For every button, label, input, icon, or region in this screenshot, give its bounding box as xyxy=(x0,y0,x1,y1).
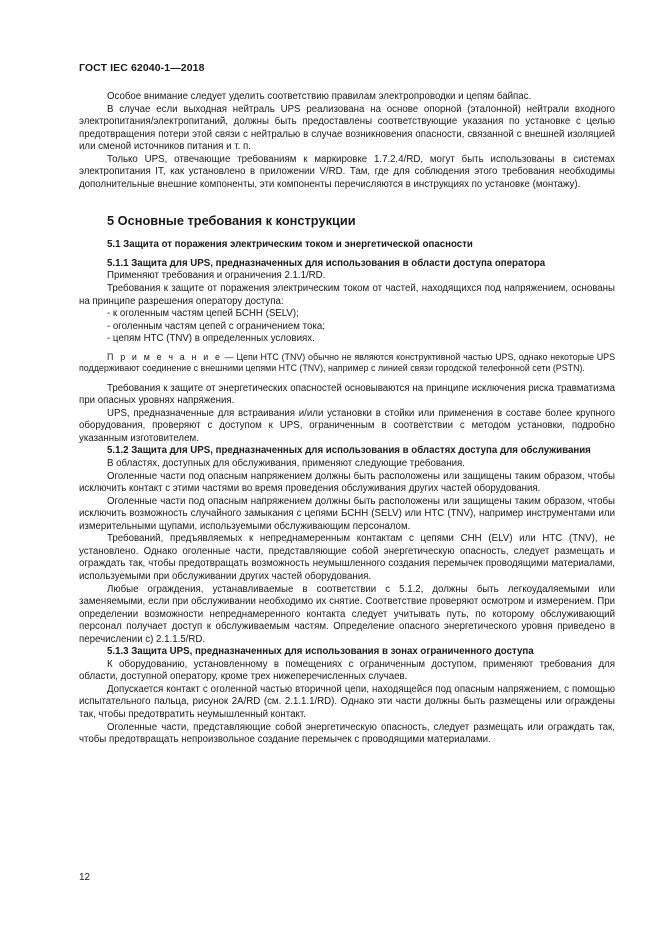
note-text: — Цепи НТС (TNV) обычно не являются конструктивной частью UPS, однако некоторые UPS поддерживают соединение с внешними цепями НТС (TNV), например с линией связи городской телефонной сети (PSTN). xyxy=(79,351,616,374)
list-item: - к оголенным частям цепей БСНН (SELV); xyxy=(107,308,299,320)
subsection-5-1-heading: 5.1 Защита от поражения электрическим током и энергетической опасности xyxy=(107,239,473,251)
paragraph: Требования к защите от поражения электрическим током от частей, находящихся под напряжением, основаны на принципе разрешения оператору доступа: xyxy=(79,283,615,307)
paragraph: Требования к защите от энергетических опасностей основываются на принципе исключения риска травматизма при опасных уровнях напряжения. xyxy=(79,382,615,407)
paragraph: В случае если выходная нейтраль UPS реализована на основе опорной (эталонной) нейтрали входного электропитания/электропитаний, должны быть предоставлены соответствующие указания по установке с целью предотвращения потери этой связи с нейтралью в случае возникновения опасности, связанной с внешней изоляцией или сменой источников питания и т. п. xyxy=(79,103,615,153)
paragraph: Оголенные части, представляющие собой энергетическую опасность, следует размещать или ограждать так, чтобы предотвращать непроизвольное создание перемычек с проводящими материалами. xyxy=(79,721,615,746)
note-paragraph xyxy=(79,352,615,375)
page-content xyxy=(79,91,615,747)
paragraph: UPS, предназначенные для встраивания и/или установки в стойки или применения в составе более крупного оборудования, проверяют с доступом к UPS, ограниченным в соответствии с методом установки, подробно указанным изготовителем. xyxy=(79,407,615,444)
list-item: - цепям НТС (TNV) в определенных условиях. xyxy=(107,333,315,345)
page-number: 12 xyxy=(79,872,91,883)
paragraph: Требований, предъявляемых к непреднамеренным контактам с цепями СНН (ELV) или НТС (TNV), не установлено. Однако оголенные части, представляющие собой энергетическую опасность, следует размещать и ограждать так, чтобы предотвращать возможность неумышленного создания перемычек проводящими материалами, используемыми при обслуживании других частей оборудования. xyxy=(79,533,615,582)
paragraph: Особое внимание следует уделить соответствию правилам электропроводки и цепям байпас. xyxy=(107,91,532,102)
paragraph: Оголенные части под опасным напряжением должны быть расположены или защищены таким образом, чтобы исключить возможность случайного замыкания с цепями БСНН (SELV) или НТС (TNV), например инструментами или измерительными щупами, используемыми обслуживающим персоналом. xyxy=(79,495,615,532)
paragraph: К оборудованию, установленному в помещениях с ограниченным доступом, применяют требования для области, доступной оператору, кроме трех нижеперечисленных случаев. xyxy=(79,658,615,683)
paragraph: Применяют требования и ограничения 2.1.1/RD. xyxy=(107,270,326,282)
paragraph: Допускается контакт с оголенной частью вторичной цепи, находящейся под опасным напряжением, с помощью испытательного пальца, рисунок 2А/RD (см. 2.1.1.1/RD). Однако эти части должны быть размещены или ограждены так, чтобы предотвратить неумышленный контакт. xyxy=(79,683,615,720)
document-header: ГОСТ IEC 62040-1—2018 xyxy=(79,62,205,74)
paragraph: В областях, доступных для обслуживания, применяют следующие требования. xyxy=(107,458,465,470)
paragraph: Любые ограждения, устанавливаемые в соответствии с 5.1.2, должны быть легкоудаляемыми или заменяемыми, если при обслуживании необходимо их снятие. Соответствие проверяют осмотром и измерением. При определении возможности непреднамеренного контакта следует учитывать путь, по которому обслуживающий персонал получает доступ к обслуживаемым частям. Определение опасного энергетического уровня приведено в перечислении с) 2.1.1.5/RD. xyxy=(79,583,615,645)
list-item: - оголенным частям цепей с ограничением тока; xyxy=(107,320,325,332)
subsection-5-1-3-heading: 5.1.3 Защита UPS, предназначенных для использования в зонах ограниченного доступа xyxy=(107,646,534,658)
subsection-5-1-2-heading: 5.1.2 Защита для UPS, предназначенных для использования в областях доступа для обслуживания xyxy=(107,445,591,457)
subsection-5-1-1-heading: 5.1.1 Защита для UPS, предназначенных для использования в области доступа оператора xyxy=(107,257,546,269)
paragraph: Только UPS, отвечающие требованиям к маркировке 1.7.2.4/RD, могут быть использованы в системах электропитания IT, как установлено в приложении V/RD. Там, где для соблюдения этого требования необходимы дополнительные внешние компоненты, эти компоненты перечисляются в инструкциях по установке (монтажу). xyxy=(79,153,615,190)
paragraph: Оголенные части под опасным напряжением должны быть расположены или защищены таким образом, чтобы исключить контакт с этими частями во время проведения обслуживания других частей оборудования. xyxy=(79,470,615,495)
section-5-heading: 5 Основные требования к конструкции xyxy=(107,213,356,229)
note-label: П р и м е ч а н и е xyxy=(107,351,222,362)
